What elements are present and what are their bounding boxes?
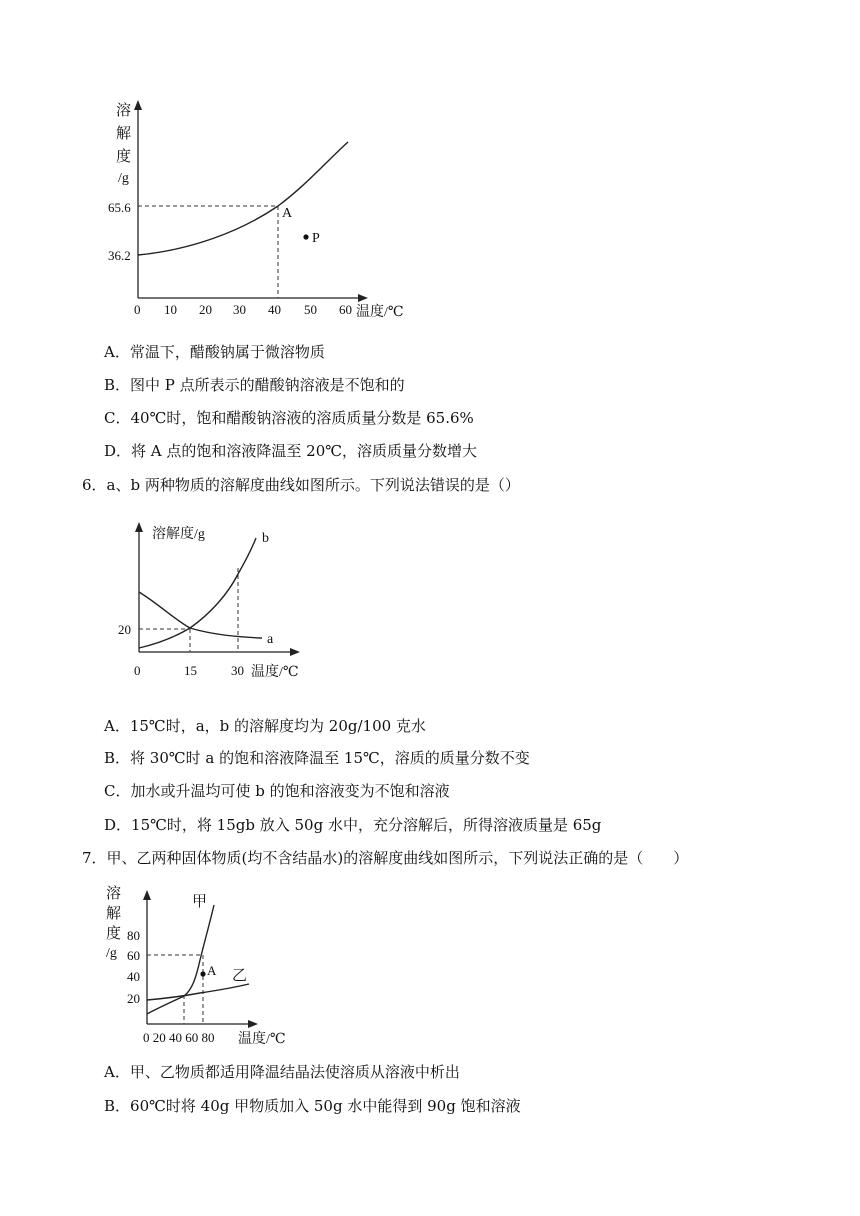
q6-option-d: D．15℃时，将 15gb 放入 50g 水中，充分溶解后，所得溶液质量是 65g [104, 816, 602, 834]
q7-stem: 7．甲、乙两种固体物质(均不含结晶水)的溶解度曲线如图所示，下列说法正确的是（ ） [82, 849, 689, 867]
x-tick-30: 30 [233, 302, 246, 317]
x-axis-label: 温度/℃ [238, 1032, 286, 1047]
q6-option-a: A．15℃时，a，b 的溶解度均为 20g/100 克水 [104, 717, 426, 735]
y-axis-label-2: 解 [106, 906, 122, 922]
x-tick-20: 20 [199, 302, 212, 317]
curve-jia-label: 甲 [192, 894, 208, 910]
y-axis-label-1: 溶 [116, 103, 132, 119]
y-axis-label-1: 溶 [106, 886, 122, 902]
y-axis-label-2: 解 [116, 126, 132, 142]
q5-option-c: C．40℃时，饱和醋酸钠溶液的溶质质量分数是 65.6% [104, 409, 474, 427]
q5-option-d: D．将 A 点的饱和溶液降温至 20℃，溶质质量分数增大 [104, 442, 478, 460]
y-tick-36-2: 36.2 [108, 248, 131, 263]
curve-a [139, 592, 262, 638]
x-tick-30: 30 [231, 663, 244, 678]
y-tick-20: 20 [118, 622, 131, 637]
point-a-label: A [207, 963, 217, 978]
q6-option-c: C．加水或升温均可使 b 的饱和溶液变为不饱和溶液 [104, 782, 450, 800]
y-axis-arrow [143, 890, 151, 900]
x-ticks: 0 20 40 60 80 [143, 1030, 215, 1045]
x-axis-label: 温度/℃ [356, 305, 404, 320]
curve-jia [147, 905, 214, 1014]
x-axis-arrow [358, 294, 368, 302]
solubility-chart-1 [100, 95, 420, 330]
y-axis-label: 溶解度/g [152, 527, 205, 542]
q6-option-b: B．将 30℃时 a 的饱和溶液降温至 15℃，溶质的质量分数不变 [104, 749, 530, 767]
x-tick-0: 0 [134, 302, 141, 317]
x-axis-arrow [290, 648, 300, 656]
point-a-dot [200, 971, 205, 976]
y-axis-label-3: 度 [106, 926, 122, 942]
point-p-dot [303, 234, 308, 239]
solubility-chart-3 [100, 878, 300, 1053]
y-axis-arrow [134, 100, 142, 110]
point-a-label: A [282, 206, 293, 221]
curve-yi [147, 984, 249, 1000]
curve-b-label: b [262, 531, 269, 546]
q7-option-b: B．60℃时将 40g 甲物质加入 50g 水中能得到 90g 饱和溶液 [104, 1097, 521, 1115]
q5-option-b: B．图中 P 点所表示的醋酸钠溶液是不饱和的 [104, 376, 405, 394]
y-tick-20: 20 [127, 991, 140, 1006]
y-axis-label-3: 度 [116, 149, 132, 165]
solubility-chart-2 [110, 515, 310, 680]
x-tick-10: 10 [164, 302, 177, 317]
x-tick-50: 50 [304, 302, 317, 317]
y-tick-65-6: 65.6 [108, 200, 131, 215]
x-tick-0: 0 [134, 663, 141, 678]
y-tick-40: 40 [127, 969, 140, 984]
x-tick-60: 60 [339, 302, 352, 317]
curve-yi-label: 乙 [232, 968, 248, 984]
x-tick-40: 40 [268, 302, 281, 317]
y-axis-label-4: /g [106, 946, 117, 961]
x-axis-label: 温度/℃ [251, 665, 299, 680]
curve-a-label: a [267, 632, 274, 647]
q7-option-a: A．甲、乙物质都适用降温结晶法使溶质从溶液中析出 [104, 1063, 460, 1081]
q5-option-a: A．常温下，醋酸钠属于微溶物质 [104, 343, 325, 361]
q6-stem: 6．a、b 两种物质的溶解度曲线如图所示。下列说法错误的是（） [82, 476, 520, 494]
y-tick-80: 80 [127, 928, 140, 943]
y-tick-60: 60 [127, 948, 140, 963]
point-p-label: P [312, 231, 320, 246]
x-axis-arrow [248, 1020, 258, 1028]
y-axis-label-4: /g [118, 171, 129, 186]
y-axis-arrow [135, 522, 143, 532]
x-tick-15: 15 [184, 663, 197, 678]
